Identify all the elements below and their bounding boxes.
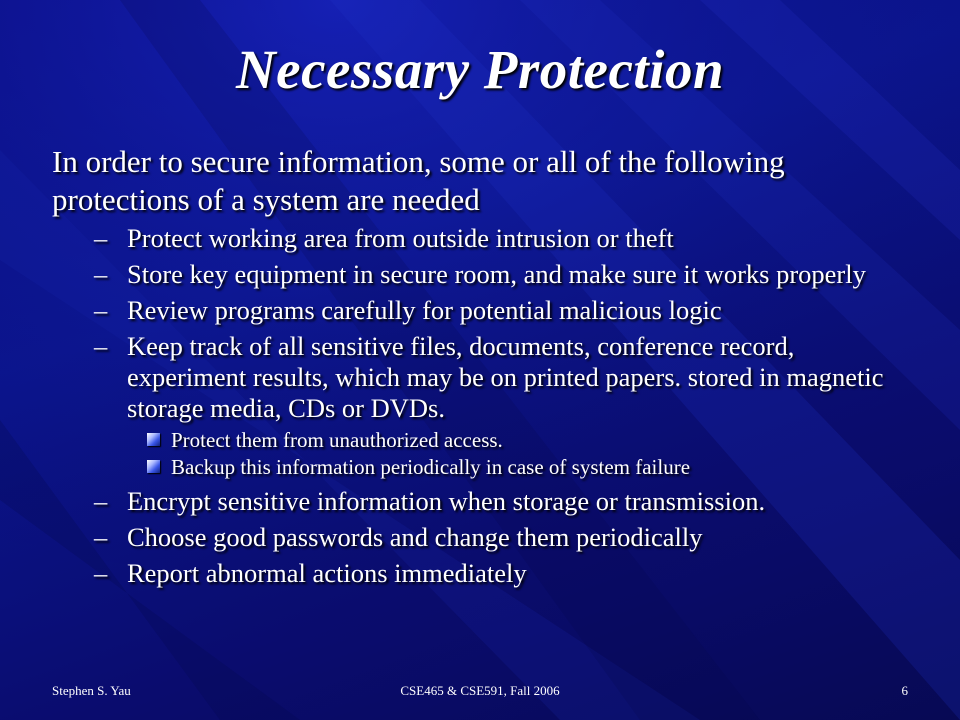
sub-list-item <box>127 427 897 454</box>
list-item <box>0 223 897 254</box>
list-item <box>0 331 897 481</box>
dash-bullet: – <box>94 558 108 588</box>
list-item-text: Choose good passwords and change them periodically <box>127 522 703 552</box>
dash-bullet: – <box>94 522 108 552</box>
dash-bullet: – <box>94 295 108 325</box>
square-bullet-icon <box>147 460 160 473</box>
footer-course: CSE465 & CSE591, Fall 2006 <box>400 683 560 698</box>
list-item <box>0 295 897 326</box>
dash-bullet: – <box>94 331 108 361</box>
list-item-text: Store key equipment in secure room, and make sure it works properly <box>127 259 866 289</box>
list-item <box>0 558 897 589</box>
sub-list-item-text: Protect them from unauthorized access. <box>171 428 503 452</box>
list-item-text: Keep track of all sensitive files, documents, conference record, experiment results, which may be on printed papers. stored in magnetic storage media, CDs or DVDs. <box>127 331 884 423</box>
list-item-text: Encrypt sensitive information when storage or transmission. <box>127 486 766 516</box>
dash-bullet: – <box>94 223 108 253</box>
list-item <box>0 486 897 517</box>
slide-title: Necessary Protection <box>235 39 725 100</box>
list-item <box>0 522 897 553</box>
intro-text: In order to secure information, some or all of the following protections of a system are needed <box>52 144 785 217</box>
dash-bullet: – <box>94 486 108 516</box>
list-item-text: Protect working area from outside intrusion or theft <box>127 223 674 253</box>
dash-bullet: – <box>94 259 108 289</box>
protection-list <box>0 223 960 594</box>
footer-page-number: 6 <box>901 683 908 698</box>
list-item-text: Review programs carefully for potential malicious logic <box>127 295 722 325</box>
list-item-text: Report abnormal actions immediately <box>127 558 527 588</box>
list-item <box>0 259 897 290</box>
footer-author: Stephen S. Yau <box>52 683 131 698</box>
square-bullet-icon <box>147 433 160 446</box>
sub-list-item <box>127 454 897 481</box>
sub-list-item-text: Backup this information periodically in case of system failure <box>171 455 691 479</box>
sub-list <box>127 427 897 481</box>
